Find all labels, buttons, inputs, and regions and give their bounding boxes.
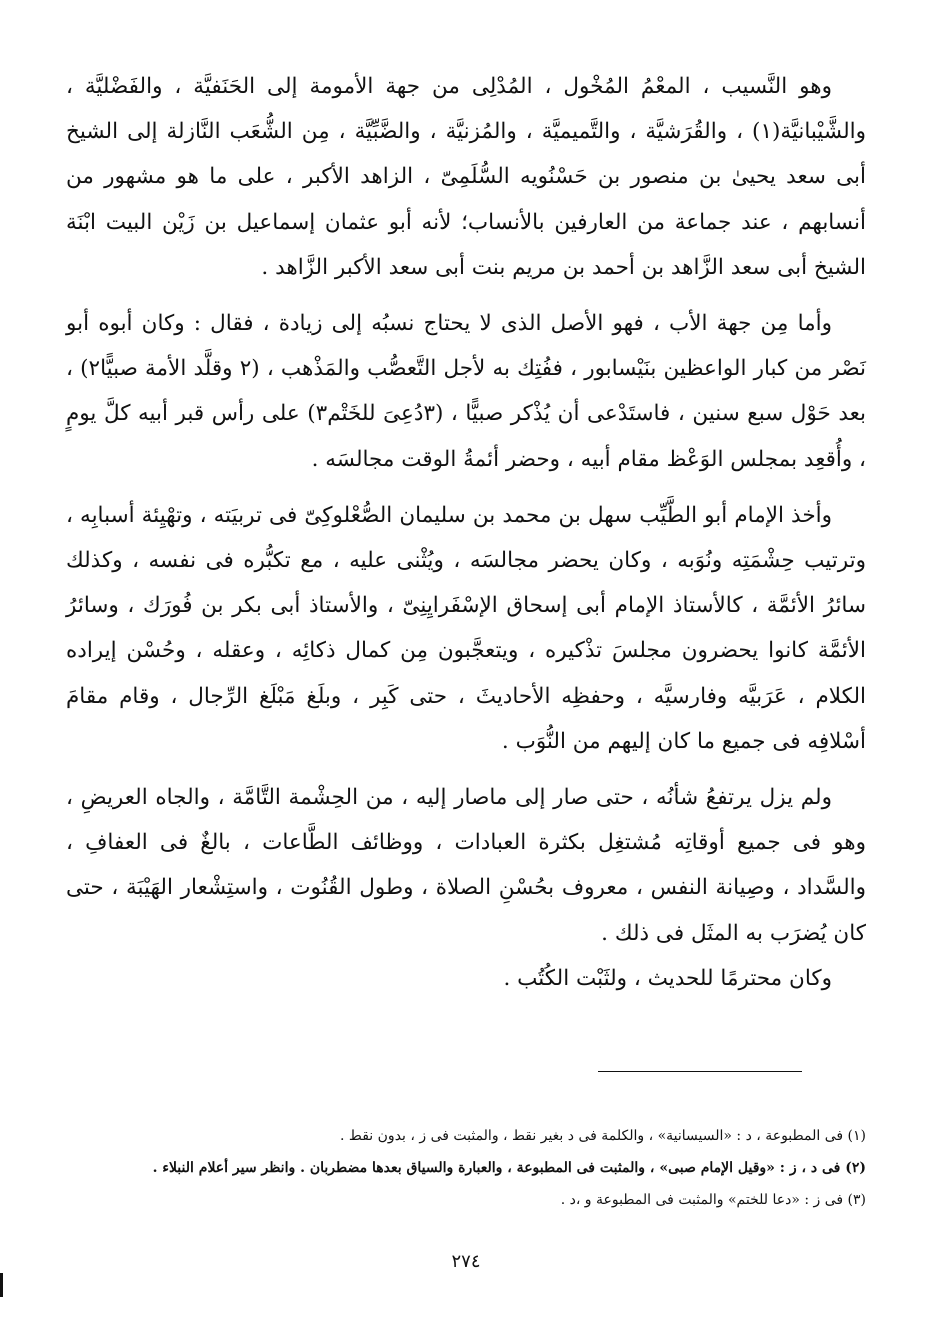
- scan-edge-mark: [0, 1273, 3, 1297]
- footnote-3: (٣) فى ز : «دعا للختم» والمثبت فى المطبوعة و ،د .: [560, 1192, 866, 1208]
- page-number: ٢٧٤: [451, 1251, 481, 1272]
- footnote-1: (١) فى المطبوعة ، د : «السيسانية» ، والكلمة فى د بغير نقط ، والمثبت فى ز ، بدون نقط .: [340, 1128, 866, 1144]
- paragraph-status: ولم يزل يرتفعُ شأنُه ، حتى صار إلى ماصار إليه ، من الحِشْمة التَّامَّة ، والجاه العريضِ ، وهو فى جميع أوقاتِه مُشتغِل بكثرة العبادات ، ووظائف الطَّاعات ، بالغٌ فى العفافِ ، والسَّداد ، وصِيانة النفس ، معروف بحُسْنِ الصلاة ، وطول القُنُوت ، واستِشْعار الهَيْبَة ، حتى كان يُضرَب به المثَل فى ذلك .: [66, 785, 866, 946]
- paragraph-hadith: وكان محترمًا للحديث ، ولثَبْت الكُتُب .: [503, 965, 832, 991]
- footnote-2: (٢) فى د ، ز : «وقيل الإمام صبى» ، والمثبت فى المطبوعة ، والعبارة والسياق بعدها مضطربان . وانظر سير أعلام النبلاء .: [152, 1160, 866, 1176]
- paragraph-lineage-father: وأما مِن جهة الأب ، فهو الأصل الذى لا يحتاج نسبُه إلى زيادة ، فقال : وكان أبوه أبو نَصْر من كبار الواعظين بنَيْسابور ، ففُتِك به لأجل التَّعصُّب والمَذْهب ، (٢ وقلَّد الأمة صبيًّا٢) ، بعد حَوْل سبع سنين ، فاستَدْعى أن يُذْكر صبيًّا ، (٣دُعِىَ للخَتْم٣) على رأس قبر أبيه كلَّ يومٍ ، وأُقعِد بمجلس الوَعْظ مقام أبيه ، وحضر أئمةُ الوقت مجالسَه .: [66, 311, 866, 472]
- footnote-separator: [598, 1071, 802, 1072]
- main-text: [66, 64, 866, 1001]
- paragraph-lineage-mother: وهو النَّسيب ، المعْمُ المُخْول ، المُدْلِى من جهة الأمومة إلى الحَنَفيَّة ، والفَضْليَّة ، والشَّيْبانيَّة(١) ، والقُرَشيَّة ، والتَّميميَّة ، والمُزنيَّة ، والضَّبِّيَّة ، مِن الشُّعَب النَّازلة إلى الشيخ أبى سعد يحيىٰ بن منصور بن حَسْنُويه السُّلَمِىّ ، الزاهد الأكبر ، على ما هو مشهور من أنسابهم ، عند جماعة من العارفين بالأنساب؛ لأنه أبو عثمان إسماعيل بن زَيْن البيت ابْنَة الشيخ أبى سعد الزَّاهد بن أحمد بن مريم بنت أبى سعد الأكبر الزَّاهد .: [66, 74, 866, 280]
- paragraph-education: وأخذ الإمام أبو الطَّيِّب سهل بن محمد بن سليمان الصُّعْلوكِىّ فى تربيَته ، وتهْيِئة أسبابِه ، وترتيب حِشْمَتِه ونُوَبه ، وكان يحضر مجالسَه ، ويُثْنى عليه ، مع تكبُّره فى نفسه ، وكذلك سائرُ الأئمَّة ، كالأستاذ الإمام أبى إسحاق الإسْفَرايِنِىّ ، والأستاذ أبى بكر بن فُورَك ، وسائرُ الأئمَّة كانوا يحضرون مجلسَ تذْكيره ، ويتعجَّبون مِن كمال ذكائِه ، وعقله ، وحُسْن إيراده الكلام ، عَرَبيَّه وفارسيَّه ، وحفظِه الأحاديثَ ، حتى كَبِر ، وبلَغ مَبْلَغ الرِّجال ، وقام مقامَ أسْلافِه فى جميع ما كان إليهم من النُّوَب .: [66, 502, 866, 754]
- footnotes: [66, 1120, 866, 1216]
